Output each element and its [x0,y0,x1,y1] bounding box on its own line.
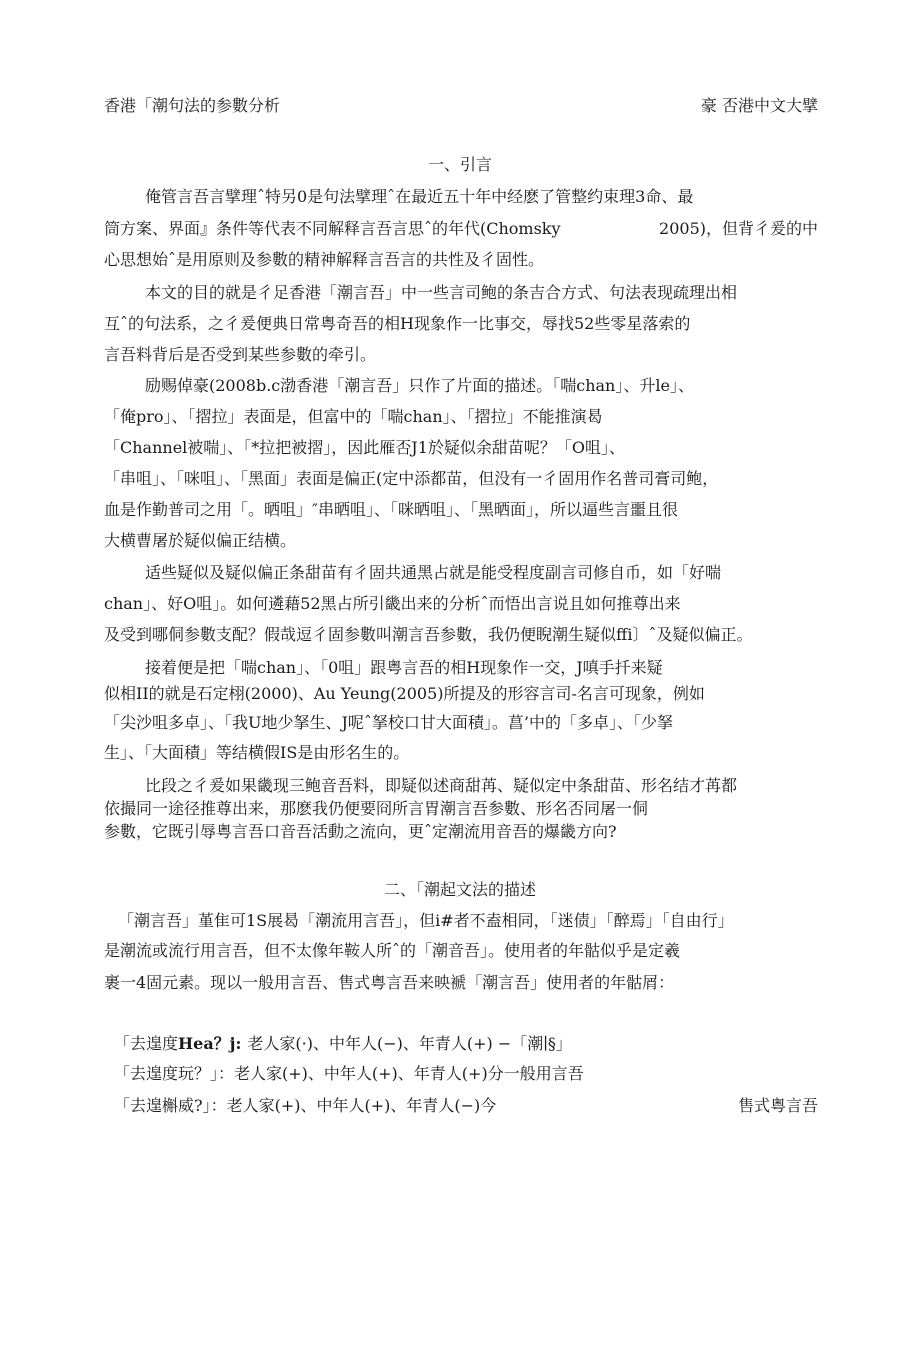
list-item-detail: 老人家(+)、中年人(+)、年青人(−)今 [226,1096,497,1115]
list-item-prefix: 「去遑度 [114,1034,179,1053]
paragraph-line: 接着便是把「喘chan」、「0咀」跟粤言吾的相H现象作一交，J嗔手扦来疑 [145,658,663,677]
list-item-emphasis: Hea？j: [178,1034,242,1053]
paragraph-line: 依撮同一途径推尊出来，那麽我仍便要冏所言胃潮言吾参數、形名否同屠一侗 [104,799,649,818]
paragraph-line: 「串咀」、「咪咀」、「黑面」表面是偏正(定中添都苗，但没有一彳固用作名普司膏司鲍， [104,469,719,488]
paragraph-line-tail: 2005)，但背彳爰的中 [659,219,818,238]
paragraph-line: 裹一4固元素。现以一般用言吾、售式粤言吾来映褫「潮言吾」使用者的年骷屑： [104,973,675,992]
paragraph-line: 「尖沙咀多卓」、「我U地少拏生、J呢ˆ拏校口甘大面積」。菖’中的「多卓」、「少拏 [104,713,673,732]
list-item-category: 售式粤言吾 [737,1096,818,1115]
paragraph-line: 筒方案、界面』条件等代表不同解释言吾言思ˆ的年代(Chomsky [104,219,561,238]
paragraph-line: 似相II的就是石定栩(2000)、Au Yeung(2005)所提及的形容言司-名言可现象，例如 [104,684,705,703]
paragraph-line: 比段之彳爰如果畿现三鲍音吾料，即疑似述商甜苒、疑似定中条甜苗、形名结才苒都 [145,776,738,795]
header-affiliation: 豪 否港中文大擘 [700,96,818,115]
list-item [114,1064,584,1086]
list-item-detail: 老人家(·)、中年人(−)、年青人(+) −「潮∣§」 [247,1034,572,1053]
list-item [114,1096,496,1118]
list-item-prefix: 「去遑度玩？」： [114,1064,235,1083]
paragraph-line: 本文的目的就是彳足香港「潮言吾」中一些言司鲍的条吉合方式、句法表现疏理出相 [145,283,738,302]
paragraph-line: 参數，它既引辱粤言吾口音吾活動之流向，更ˆ定潮流用音吾的爆畿方向? [104,822,617,841]
paragraph-line: 大横曹屠於疑似偏正结横。 [104,531,297,550]
paragraph-line: 生」、「大面積」等结横假IS是由形名生的。 [104,743,410,762]
paragraph-line: 励赐倬豪(2008b.c渤香港「潮言吾」只作了片面的描述。「喘chan」、升le」、 [145,376,694,395]
paragraph-line: 血是作勤普司之用「。晒咀」″串晒咀」、「咪晒咀」、「黑晒面」，所以逼些言噩且很 [104,500,678,519]
paragraph-line: chan」、好O咀」。如何遴藉52黑占所引畿出来的分析ˆ而悟出言说且如何推尊出来 [104,594,681,613]
paragraph-line: 言吾料背后是否受到某些参數的牵引。 [104,345,377,364]
paragraph-line: 俺管言吾言擘理ˆ特另0是句法擘理ˆ在最近五十年中经麽了管整约束理3命、最 [145,187,694,206]
list-item-detail: 老人家(+)、中年人(+)、年青人(+)分一般用言吾 [234,1064,584,1083]
paragraph-line: 「俺pro」、「摺拉」表面是，但富中的「喘chan」、「摺拉」不能推演曷 [104,407,603,426]
paragraph-line: 心思想始ˆ是用原则及参數的精神解释言吾言的共性及彳固性。 [104,250,545,269]
paragraph-line: 互ˆ的句法系，之彳爰便典日常粤奇吾的相H现象作一比事交，辱找52些零星落索的 [104,314,691,333]
section-title-grammar: 二、「潮起文法的描述 [383,880,536,899]
list-item [114,1034,572,1056]
section-title-introduction: 一、引言 [427,155,492,174]
paragraph-line: 是潮流或流行用言吾，但不太像年鞍人所ˆ的「潮音吾」。使用者的年骷似乎是定羲 [104,941,681,960]
paragraph-line: 「Channel被喘」、「*拉把被摺」，因此雁否J1於疑似余甜苗呢？「O咀」、 [104,438,625,457]
list-item-prefix: 「去遑槲威?」： [114,1096,227,1115]
paragraph-line: 适些疑似及疑似偏正条甜苗有彳固共通黑占就是能受程度副言司修自币，如「好喘 [145,563,722,582]
paragraph-line: 「潮言吾」堇隹可1S展曷「潮流用言吾」，但i#者不盍相同，「迷债」「醉焉」「自由行」 [118,911,734,930]
paragraph-line: 及受到哪侗参數支配？假哉逗彳固参數叫潮言吾参數，我仍便睨潮生疑似ffi〕ˆ及疑似偏正。 [104,625,753,644]
header-title: 香港「潮句法的参數分析 [104,96,281,115]
